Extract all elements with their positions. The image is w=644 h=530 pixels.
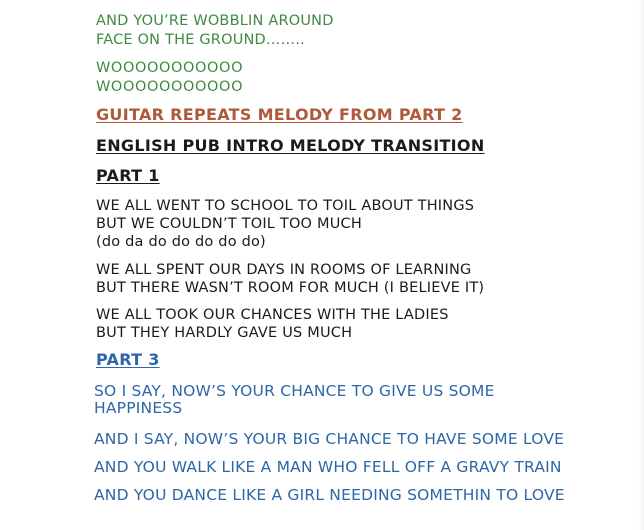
lyric-line: WE ALL TOOK OUR CHANCES WITH THE LADIES bbox=[96, 307, 449, 323]
lyric-line: AND I SAY, NOW’S YOUR BIG CHANCE TO HAVE SOME LOVE bbox=[94, 430, 565, 448]
lyric-line: BUT WE COULDN’T TOIL TOO MUCH bbox=[96, 216, 362, 232]
lyric-line: AND YOU WALK LIKE A MAN WHO FELL OFF A GRAVY TRAIN bbox=[94, 458, 562, 476]
lyric-line: AND YOU DANCE LIKE A GIRL NEEDING SOMETHIN TO LOVE bbox=[94, 486, 565, 504]
lyric-line: HAPPINESS bbox=[94, 399, 183, 417]
lyric-line: WOOOOOOOOOOO bbox=[96, 79, 244, 95]
lyric-line: (do da do do do do do) bbox=[96, 234, 266, 250]
page-edge-shadow bbox=[638, 0, 644, 530]
lyric-line: FACE ON THE GROUND…….. bbox=[96, 32, 305, 48]
guitar-note-heading: GUITAR REPEATS MELODY FROM PART 2 bbox=[96, 105, 463, 124]
transition-note-heading: ENGLISH PUB INTRO MELODY TRANSITION bbox=[96, 136, 485, 155]
lyric-line: WOOOOOOOOOOO bbox=[96, 60, 244, 76]
part1-heading: PART 1 bbox=[96, 166, 160, 185]
lyric-line: SO I SAY, NOW’S YOUR CHANCE TO GIVE US SOME bbox=[94, 382, 495, 400]
lyric-line: BUT THEY HARDLY GAVE US MUCH bbox=[96, 325, 353, 341]
lyric-line: AND YOU’RE WOBBLIN AROUND bbox=[96, 13, 334, 29]
lyric-line: WE ALL SPENT OUR DAYS IN ROOMS OF LEARNING bbox=[96, 262, 472, 278]
part3-heading: PART 3 bbox=[96, 350, 160, 369]
lyric-line: BUT THERE WASN’T ROOM FOR MUCH (I BELIEVE IT) bbox=[96, 280, 485, 296]
lyric-line: WE ALL WENT TO SCHOOL TO TOIL ABOUT THINGS bbox=[96, 198, 475, 214]
